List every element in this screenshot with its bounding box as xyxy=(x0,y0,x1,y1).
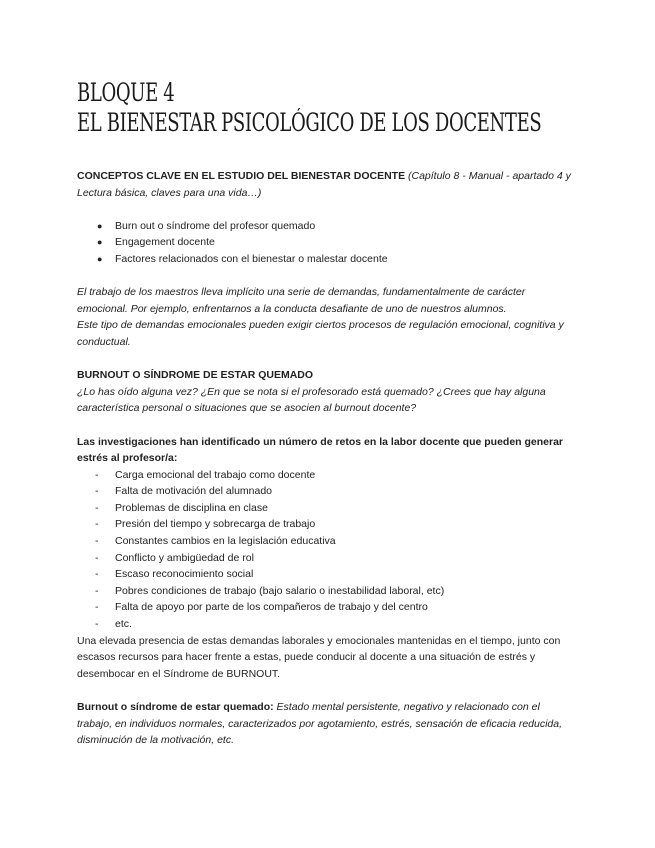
challenges-heading: Las investigaciones han identificado un número de retos en la labor docente que pueden generar estrés al profesor/a: xyxy=(77,435,564,465)
intro-paragraph-2: Este tipo de demandas emocionales pueden exigir ciertos procesos de regulación emocional, cognitiva y conductual. xyxy=(77,319,564,348)
title-line-1: BLOQUE 4 xyxy=(77,78,175,107)
list-item: - Falta de apoyo por parte de los compañeros de trabajo y del centro xyxy=(77,599,577,616)
title-block xyxy=(77,78,655,138)
definition-term: Burnout o síndrome de estar quemado: xyxy=(77,701,274,713)
burnout-questions: ¿Lo has oído alguna vez? ¿En que se nota si el profesorado está quemado? ¿Crees que hay alguna característica personal o situaciones que se asocien al burnout docente? xyxy=(77,385,546,415)
definition-paragraph xyxy=(77,699,577,749)
list-item: - Conflicto y ambigüedad de rol xyxy=(77,550,577,567)
list-item: - Pobres condiciones de trabajo (bajo salario o inestabilidad laboral, etc) xyxy=(77,583,577,600)
list-item: - Presión del tiempo y sobrecarga de trabajo xyxy=(77,516,577,533)
concepts-list xyxy=(77,218,577,268)
concepts-heading: CONCEPTOS CLAVE EN EL ESTUDIO DEL BIENESTAR DOCENTE xyxy=(77,170,406,182)
burnout-heading: BURNOUT O SÍNDROME DE ESTAR QUEMADO xyxy=(77,369,314,382)
challenges-conclusion: Una elevada presencia de estas demandas laborales y emocionales mantenidas en el tiempo, junto con escasos recursos para hacer frente a estas, puede conducir al docente a una situación de estrés y desembocar en el Síndrome de BURNOUT. xyxy=(77,634,561,680)
list-item: - Falta de motivación del alumnado xyxy=(77,483,577,500)
list-item: ● Engagement docente xyxy=(77,234,577,251)
list-item: - etc. xyxy=(77,616,577,633)
concepts-note: (Capítulo 8 - Manual - apartado 4 y Lectura básica, claves para una vida…) xyxy=(77,170,571,199)
list-item: - Problemas de disciplina en clase xyxy=(77,500,577,517)
list-item: - Constantes cambios en la legislación educativa xyxy=(77,533,577,550)
list-item: - Carga emocional del trabajo como docente xyxy=(77,467,577,484)
concepts-paragraph xyxy=(77,168,577,201)
list-item: ● Burn out o síndrome del profesor quemado xyxy=(77,218,577,235)
definition-text: Estado mental persistente, negativo y relacionado con el trabajo, en individuos normales, caracterizados por agotamiento, estrés, sensación de eficacia reducida, disminución de la motivación, etc. xyxy=(77,701,563,747)
challenges-list xyxy=(77,467,577,633)
intro-paragraph-1: El trabajo de los maestros lleva implícito una serie de demandas, fundamentalmente de carácter emocional. Por ejemplo, enfrentarnos a la conducta desafiante de uno de nuestros alumnos. xyxy=(77,286,526,315)
list-item: - Escaso reconocimiento social xyxy=(77,566,577,583)
list-item: ● Factores relacionados con el bienestar o malestar docente xyxy=(77,251,577,268)
title-line-2: EL BIENESTAR PSICOLÓGICO DE LOS DOCENTES xyxy=(77,108,542,137)
document-content xyxy=(77,168,577,749)
